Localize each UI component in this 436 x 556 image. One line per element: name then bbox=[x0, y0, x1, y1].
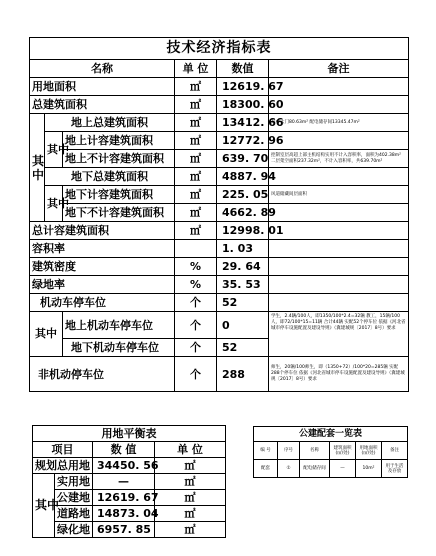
sub-side-label: 其中 bbox=[45, 132, 63, 168]
row-unit: ㎡ bbox=[175, 78, 217, 96]
row-value: 4662. 89 bbox=[217, 204, 269, 222]
row-value: 29. 64 bbox=[217, 258, 269, 276]
row-label: 总计容建筑面积 bbox=[30, 222, 175, 240]
row-label: 地下计容建筑面积 bbox=[63, 186, 175, 204]
row-unit: 个 bbox=[175, 339, 217, 357]
row-cell: ① bbox=[278, 460, 300, 478]
row-note: 学生，2.4辆/100人，即1350/100*2.4=32辆 教工，15辆/100人，即72/100*15=11辆 合计44辆 实配52个停车位 依据《河北省城市停车设施配置及建设导则》（冀建城规〔2017〕8号）要求 bbox=[269, 312, 409, 357]
header-cell: 名称 bbox=[300, 442, 330, 460]
row-value: 225. 05 bbox=[217, 186, 269, 204]
table-row bbox=[254, 460, 408, 478]
header-item: 项目 bbox=[33, 442, 93, 458]
row-note bbox=[269, 258, 409, 276]
table-row bbox=[30, 186, 409, 204]
row-label: 地上计容建筑面积 bbox=[63, 132, 175, 150]
table-row bbox=[30, 357, 409, 392]
row-value: 4887. 94 bbox=[217, 168, 269, 186]
table-title: 公建配套一览表 bbox=[254, 427, 408, 442]
row-value: 12772. 96 bbox=[217, 132, 269, 150]
header-cell: 编 号 bbox=[254, 442, 278, 460]
row-unit: 个 bbox=[175, 357, 217, 392]
row-value: 12619. 67 bbox=[217, 78, 269, 96]
header-cell: 用地面积(㎡/处) bbox=[356, 442, 382, 460]
row-unit: ㎡ bbox=[155, 522, 226, 538]
row-value: 0 bbox=[217, 312, 269, 339]
row-value: 288 bbox=[217, 357, 269, 392]
row-unit: ㎡ bbox=[175, 186, 217, 204]
row-unit: ㎡ bbox=[175, 222, 217, 240]
side-label-qizhong: 其中 bbox=[30, 312, 63, 357]
row-unit: ㎡ bbox=[175, 96, 217, 114]
row-unit: ㎡ bbox=[175, 114, 217, 132]
row-note bbox=[269, 132, 409, 150]
header-cell: 序号 bbox=[278, 442, 300, 460]
row-value: 1. 03 bbox=[217, 240, 269, 258]
row-label: 地下机动车停车位 bbox=[63, 339, 175, 357]
header-unit: 单 位 bbox=[175, 60, 217, 78]
row-label: 建筑密度 bbox=[30, 258, 175, 276]
row-unit: % bbox=[175, 258, 217, 276]
header-name: 名称 bbox=[30, 60, 175, 78]
row-unit: ㎡ bbox=[175, 168, 217, 186]
side-label-qizhong bbox=[30, 114, 45, 222]
table-row bbox=[33, 522, 226, 538]
row-label: 总建筑面积 bbox=[30, 96, 175, 114]
row-unit: ㎡ bbox=[175, 132, 217, 150]
table-row bbox=[30, 78, 409, 96]
row-value: 34450. 56 bbox=[93, 458, 155, 474]
table-row bbox=[30, 240, 409, 258]
table-row bbox=[33, 490, 226, 506]
row-label: 绿化地 bbox=[55, 522, 93, 538]
row-note bbox=[269, 276, 409, 294]
row-value: 52 bbox=[217, 294, 269, 312]
row-note: 其中大门80.63m² 配电储存间13345.47m² bbox=[269, 114, 409, 132]
row-label: 地上机动车停车位 bbox=[63, 312, 175, 339]
header-unit: 单 位 bbox=[155, 442, 226, 458]
row-value: 639. 70 bbox=[217, 150, 269, 168]
row-label: 地上总建筑面积 bbox=[45, 114, 175, 132]
row-cell: 配电储存间 bbox=[300, 460, 330, 478]
row-cell: 10m² bbox=[356, 460, 382, 478]
row-note: 控制室层高超上部主机结构实用不计入容积率，面积为402.38m² 二层架空面积237.32m²，不计入容积率，共639.70m² bbox=[269, 150, 409, 168]
row-note bbox=[269, 78, 409, 96]
header-cell: 建筑面积(㎡/处) bbox=[330, 442, 356, 460]
row-label: 规划总用地 bbox=[33, 458, 93, 474]
row-unit: ㎡ bbox=[175, 150, 217, 168]
table-row bbox=[30, 96, 409, 114]
row-note: 师生，20辆/100师生，即（1350+72）/100*20=285辆 实配288个停车位 依据《河北省城市停车设施配置及建设导则》（冀建城规〔2017〕8号）要求 bbox=[269, 357, 409, 392]
row-value: 12998. 01 bbox=[217, 222, 269, 240]
row-unit: ㎡ bbox=[155, 474, 226, 490]
row-unit: 个 bbox=[175, 294, 217, 312]
table-row bbox=[30, 294, 409, 312]
table-row bbox=[30, 132, 409, 150]
row-label: 地上不计容建筑面积 bbox=[63, 150, 175, 168]
public-facilities-table bbox=[253, 426, 408, 478]
header-value: 数 值 bbox=[93, 442, 155, 458]
table-row bbox=[33, 458, 226, 474]
side-char-zhong: 中 bbox=[32, 167, 45, 182]
row-unit: % bbox=[175, 276, 217, 294]
header-cell: 备注 bbox=[382, 442, 408, 460]
header-note: 备注 bbox=[269, 60, 409, 78]
row-note bbox=[269, 222, 409, 240]
row-unit: ㎡ bbox=[155, 458, 226, 474]
row-value: 14873. 04 bbox=[93, 506, 155, 522]
table-row bbox=[33, 474, 226, 490]
row-unit: ㎡ bbox=[155, 506, 226, 522]
row-value: 35. 53 bbox=[217, 276, 269, 294]
land-balance-table bbox=[32, 425, 226, 538]
row-label: 非机动停车位 bbox=[30, 357, 175, 392]
row-unit: ㎡ bbox=[155, 490, 226, 506]
row-note bbox=[269, 294, 409, 312]
tech-econ-indicator-table bbox=[29, 37, 409, 392]
table-title: 用地平衡表 bbox=[33, 426, 226, 442]
row-label: 地下不计容建筑面积 bbox=[63, 204, 175, 222]
row-value: — bbox=[93, 474, 155, 490]
table-row bbox=[30, 312, 409, 339]
row-label: 绿地率 bbox=[30, 276, 175, 294]
table-row bbox=[30, 114, 409, 132]
row-label: 容积率 bbox=[30, 240, 175, 258]
row-value: 13412. 66 bbox=[217, 114, 269, 132]
row-label: 用地面积 bbox=[30, 78, 175, 96]
row-cell: — bbox=[330, 460, 356, 478]
table-row bbox=[30, 204, 409, 222]
row-unit: 个 bbox=[175, 312, 217, 339]
table-row bbox=[33, 506, 226, 522]
row-label: 道路地 bbox=[55, 506, 93, 522]
header-value: 数值 bbox=[217, 60, 269, 78]
row-note bbox=[269, 204, 409, 222]
table-row bbox=[30, 168, 409, 186]
row-cell: 配套 bbox=[254, 460, 278, 478]
table-title: 技术经济指标表 bbox=[30, 38, 409, 60]
row-unit bbox=[175, 240, 217, 258]
row-note bbox=[269, 168, 409, 186]
row-value: 6957. 85 bbox=[93, 522, 155, 538]
row-cell: 用于生活及存放 bbox=[382, 460, 408, 478]
sub-side-label: 其中 bbox=[45, 186, 63, 222]
row-note: 风道储藏间层面积 bbox=[269, 186, 409, 204]
row-unit: ㎡ bbox=[175, 204, 217, 222]
side-char-qi: 其 bbox=[32, 153, 45, 168]
row-label: 实用地 bbox=[55, 474, 93, 490]
table-row bbox=[30, 258, 409, 276]
table-row bbox=[30, 222, 409, 240]
row-note bbox=[269, 96, 409, 114]
row-value: 18300. 60 bbox=[217, 96, 269, 114]
row-note bbox=[269, 240, 409, 258]
row-value: 52 bbox=[217, 339, 269, 357]
row-label: 地下总建筑面积 bbox=[45, 168, 175, 186]
side-label-qizhong: 其中 bbox=[33, 474, 55, 538]
row-label: 机动车停车位 bbox=[30, 294, 175, 312]
row-value: 12619. 67 bbox=[93, 490, 155, 506]
table-row bbox=[30, 150, 409, 168]
table-row bbox=[30, 276, 409, 294]
row-label: 公建地 bbox=[55, 490, 93, 506]
